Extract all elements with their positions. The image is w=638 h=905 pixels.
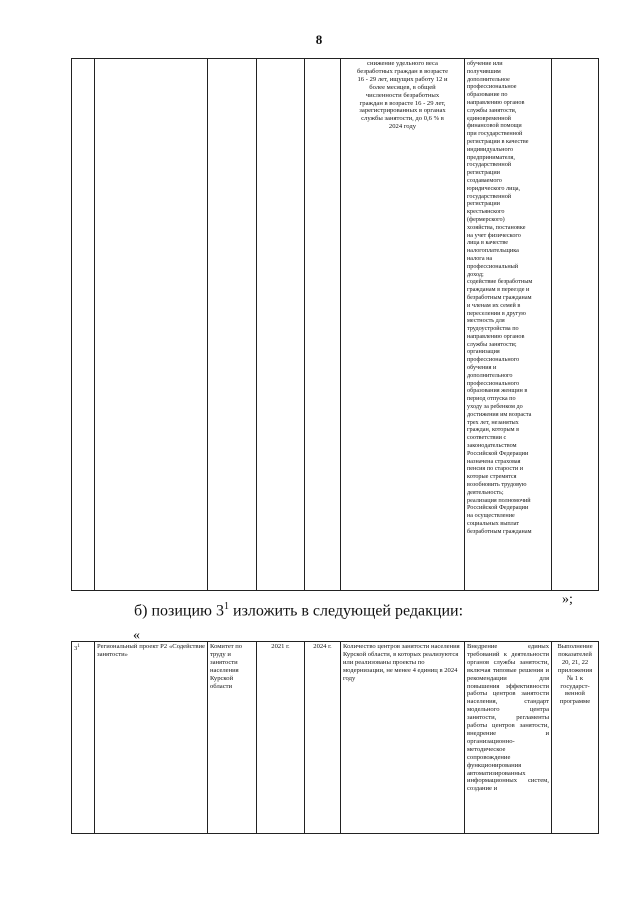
instruction-suffix: изложить в следующей редакции: — [229, 602, 464, 620]
cell-executor — [208, 59, 257, 591]
indicator-cell — [341, 642, 465, 834]
row-number-cell — [72, 642, 95, 834]
project-name: Региональный проект Р2 «Содействие занятости» — [97, 643, 205, 658]
cell-end — [305, 59, 341, 591]
position-table — [71, 641, 599, 834]
cell-project — [95, 59, 208, 591]
page-number: 8 — [315, 32, 323, 47]
instruction-superscript: 1 — [224, 601, 229, 612]
cell-link — [552, 59, 599, 591]
cell-measures — [465, 59, 552, 591]
measures-cell — [465, 642, 552, 834]
measures-text: Внедрение единых требований к деятельности органов службы занятости, включая типовые решения и рекомендации для повышения эффективности работы центров занятости населения, стандарт модельного центра занятости, регламенты работы центров занятости, внедрение и организационно-методическое сопровождение функционирования автоматизированных информационных систем, создание и — [467, 643, 549, 793]
start-year-cell — [257, 642, 305, 834]
row-number: 3 — [74, 645, 78, 653]
executor-cell — [208, 642, 257, 834]
instruction-prefix: б) позицию 3 — [134, 602, 224, 620]
cell-number — [72, 59, 95, 591]
end-year: 2024 г. — [313, 643, 332, 650]
link-cell — [552, 642, 599, 834]
start-year: 2021 г. — [271, 643, 290, 650]
project-name-cell — [95, 642, 208, 834]
instruction-caption — [134, 601, 463, 620]
cell-indicator — [341, 59, 465, 591]
indicator-text: снижение удельного веса безработных граждан в возрасте 16 - 29 лет, ищущих работу 12 и более месяцев, в общей численности безработных граждан в возрасте 16 - 29 лет, зарегистрированных в органах службы занятости, до 0,6 % в 2024 году — [356, 60, 449, 131]
row-number-sup: 1 — [77, 644, 80, 649]
closing-quote: »; — [562, 592, 573, 607]
link-text: Выполнение показателей 20, 21, 22 приложения № 1 к государст-венной программе — [557, 643, 593, 706]
executor: Комитет по труду и занятости населения Курской области — [210, 643, 243, 690]
continuation-table — [71, 58, 599, 591]
end-year-cell — [305, 642, 341, 834]
measures-text: обучение или получившим дополнительное профессиональное образование по направлению органов службы занятости, единовременной финансовой помощи при государственной регистрации в качестве индивидуального предпринимателя, государственной регистрации создаваемого юридического лица, государственной регистрации крестьянского (фермерского) хозяйства, постановке на учет физического лица в качестве налогоплательщика налога на профессиональный доход; содействие безработным гражданам в переезде и безработным гражданам и членам их семей в переселении в другую местность для трудоустройства по направлению органов службы занятости; организация профессионального обучения и дополнительного профессионального образования женщин в период отпуска по уходу за ребенком до достижения им возраста трех лет, незанятых граждан, которым в соответствии с законодательством Российской Федерации назначена страховая пенсия по старости и которые стремятся возобновить трудовую деятельность; реализация полномочий Российской Федерации на осуществление социальных выплат безработным гражданам — [467, 60, 533, 535]
opening-quote: « — [133, 628, 140, 643]
cell-start — [257, 59, 305, 591]
indicator-text: Количество центров занятости населения Курской области, в которых реализуются или реализованы проекты по модернизации, не менее 4 единиц в 2024 году — [343, 643, 460, 682]
